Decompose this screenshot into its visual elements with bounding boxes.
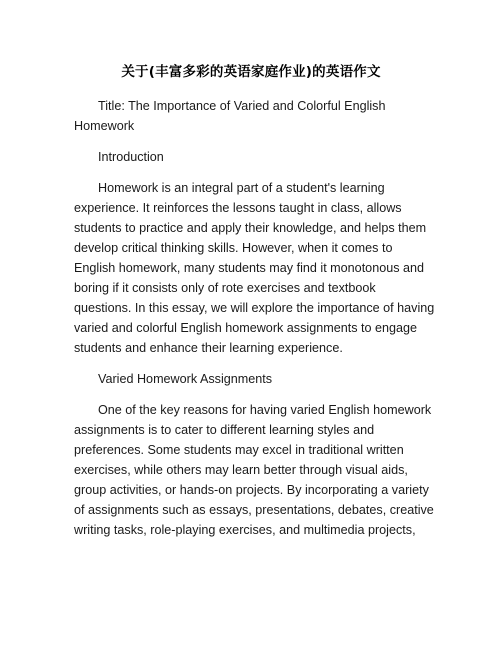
paragraph-introduction: Homework is an integral part of a student's learning experience. It reinforces the lessons taught in class, allows students to practice and apply their knowledge, and helps them develop critical thinking skills. However, when it comes to English homework, many students may find it monotonous and boring if it consists only of rote exercises and textbook questions. In this essay, we will explore the importance of having varied and colorful English homework assignments to engage students and enhance their learning experience. [74,181,435,355]
paragraph-varied-homework: One of the key reasons for having varied English homework assignments is to cater to different learning styles and preferences. Some students may excel in traditional written exercises, while others may learn better through visual aids, group activities, or hands-on projects. By incorporating a variety of assignments such as essays, presentations, debates, creative writing tasks, role-playing exercises, and multimedia projects, [74,403,434,537]
paragraph-essay-title: Title: The Importance of Varied and Colorful English Homework [74,99,386,133]
document-body [74,96,436,551]
heading-introduction: Introduction [98,150,164,164]
heading-varied-homework: Varied Homework Assignments [98,372,273,386]
document-title: 关于(丰富多彩的英语家庭作业)的英语作文 [121,64,381,80]
